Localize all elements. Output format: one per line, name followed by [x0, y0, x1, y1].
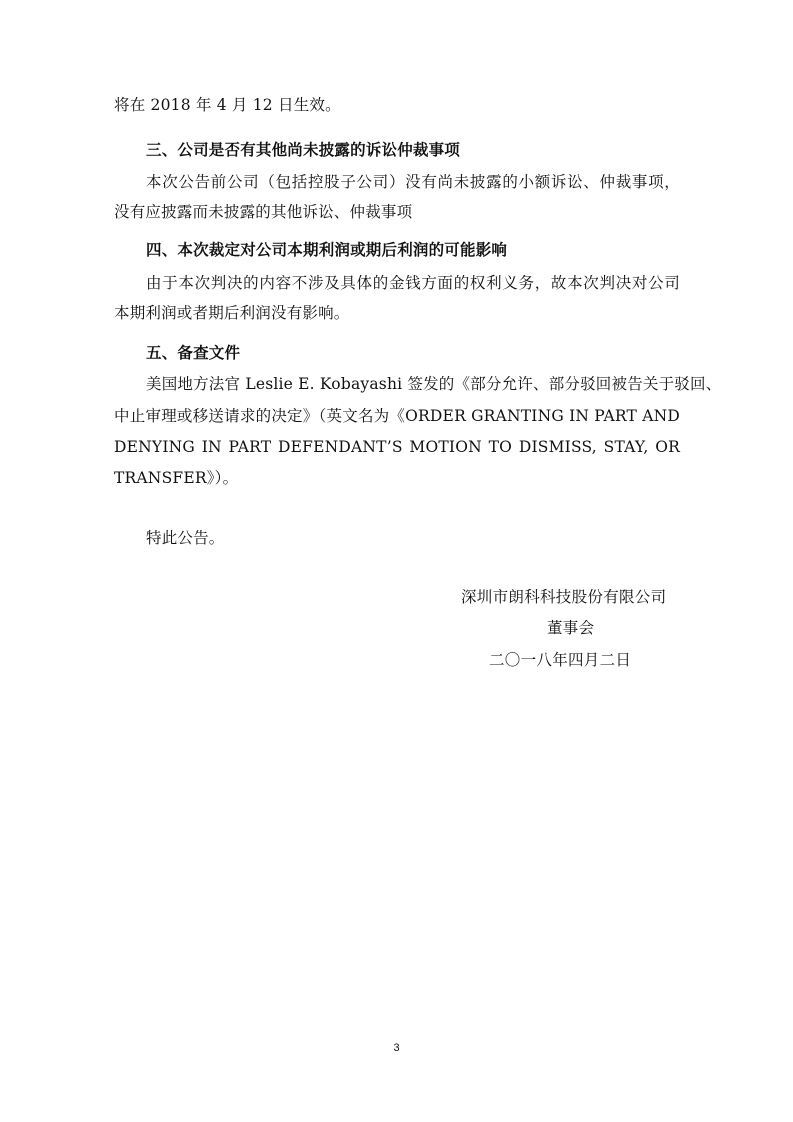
section-3-paragraph-line-2: 没有应披露而未披露的其他诉讼、仲裁事项: [114, 203, 413, 221]
section-5-paragraph-line-1: 美国地方法官 Leslie E. Kobayashi 签发的《部分允许、部分驳回被告关于驳回、: [146, 375, 722, 393]
page-number: 3: [393, 1042, 400, 1054]
section-5-paragraph-line-3: DENYING IN PART DEFENDANT’S MOTION TO DISMISS, STAY, OR: [114, 438, 680, 456]
signature-date: 二〇一八年四月二日: [489, 651, 632, 669]
section-4-paragraph-line-1: 由于本次判决的内容不涉及具体的金钱方面的权利义务，故本次判决对公司: [146, 274, 680, 292]
section-5-paragraph-line-4: TRANSFER》）。: [114, 469, 239, 487]
section-4-heading: 四、本次裁定对公司本期利润或期后利润的可能影响: [146, 241, 508, 259]
section-5-heading: 五、备查文件: [146, 344, 241, 362]
continuation-line: 将在 2018 年 4 月 12 日生效。: [114, 96, 341, 114]
closing-statement: 特此公告。: [146, 529, 225, 547]
section-3-heading: 三、公司是否有其他尚未披露的诉讼仲裁事项: [146, 141, 461, 159]
section-4-paragraph-line-2: 本期利润或者期后利润没有影响。: [114, 304, 350, 322]
section-5-paragraph-line-2: 中止审理或移送请求的决定》（英文名为《ORDER GRANTING IN PART AND: [114, 407, 680, 425]
signature-company: 深圳市朗科科技股份有限公司: [461, 588, 667, 606]
section-3-paragraph-line-1: 本次公告前公司（包括控股子公司）没有尚未披露的小额诉讼、仲裁事项，: [146, 173, 680, 191]
signature-board: 董事会: [547, 619, 595, 637]
